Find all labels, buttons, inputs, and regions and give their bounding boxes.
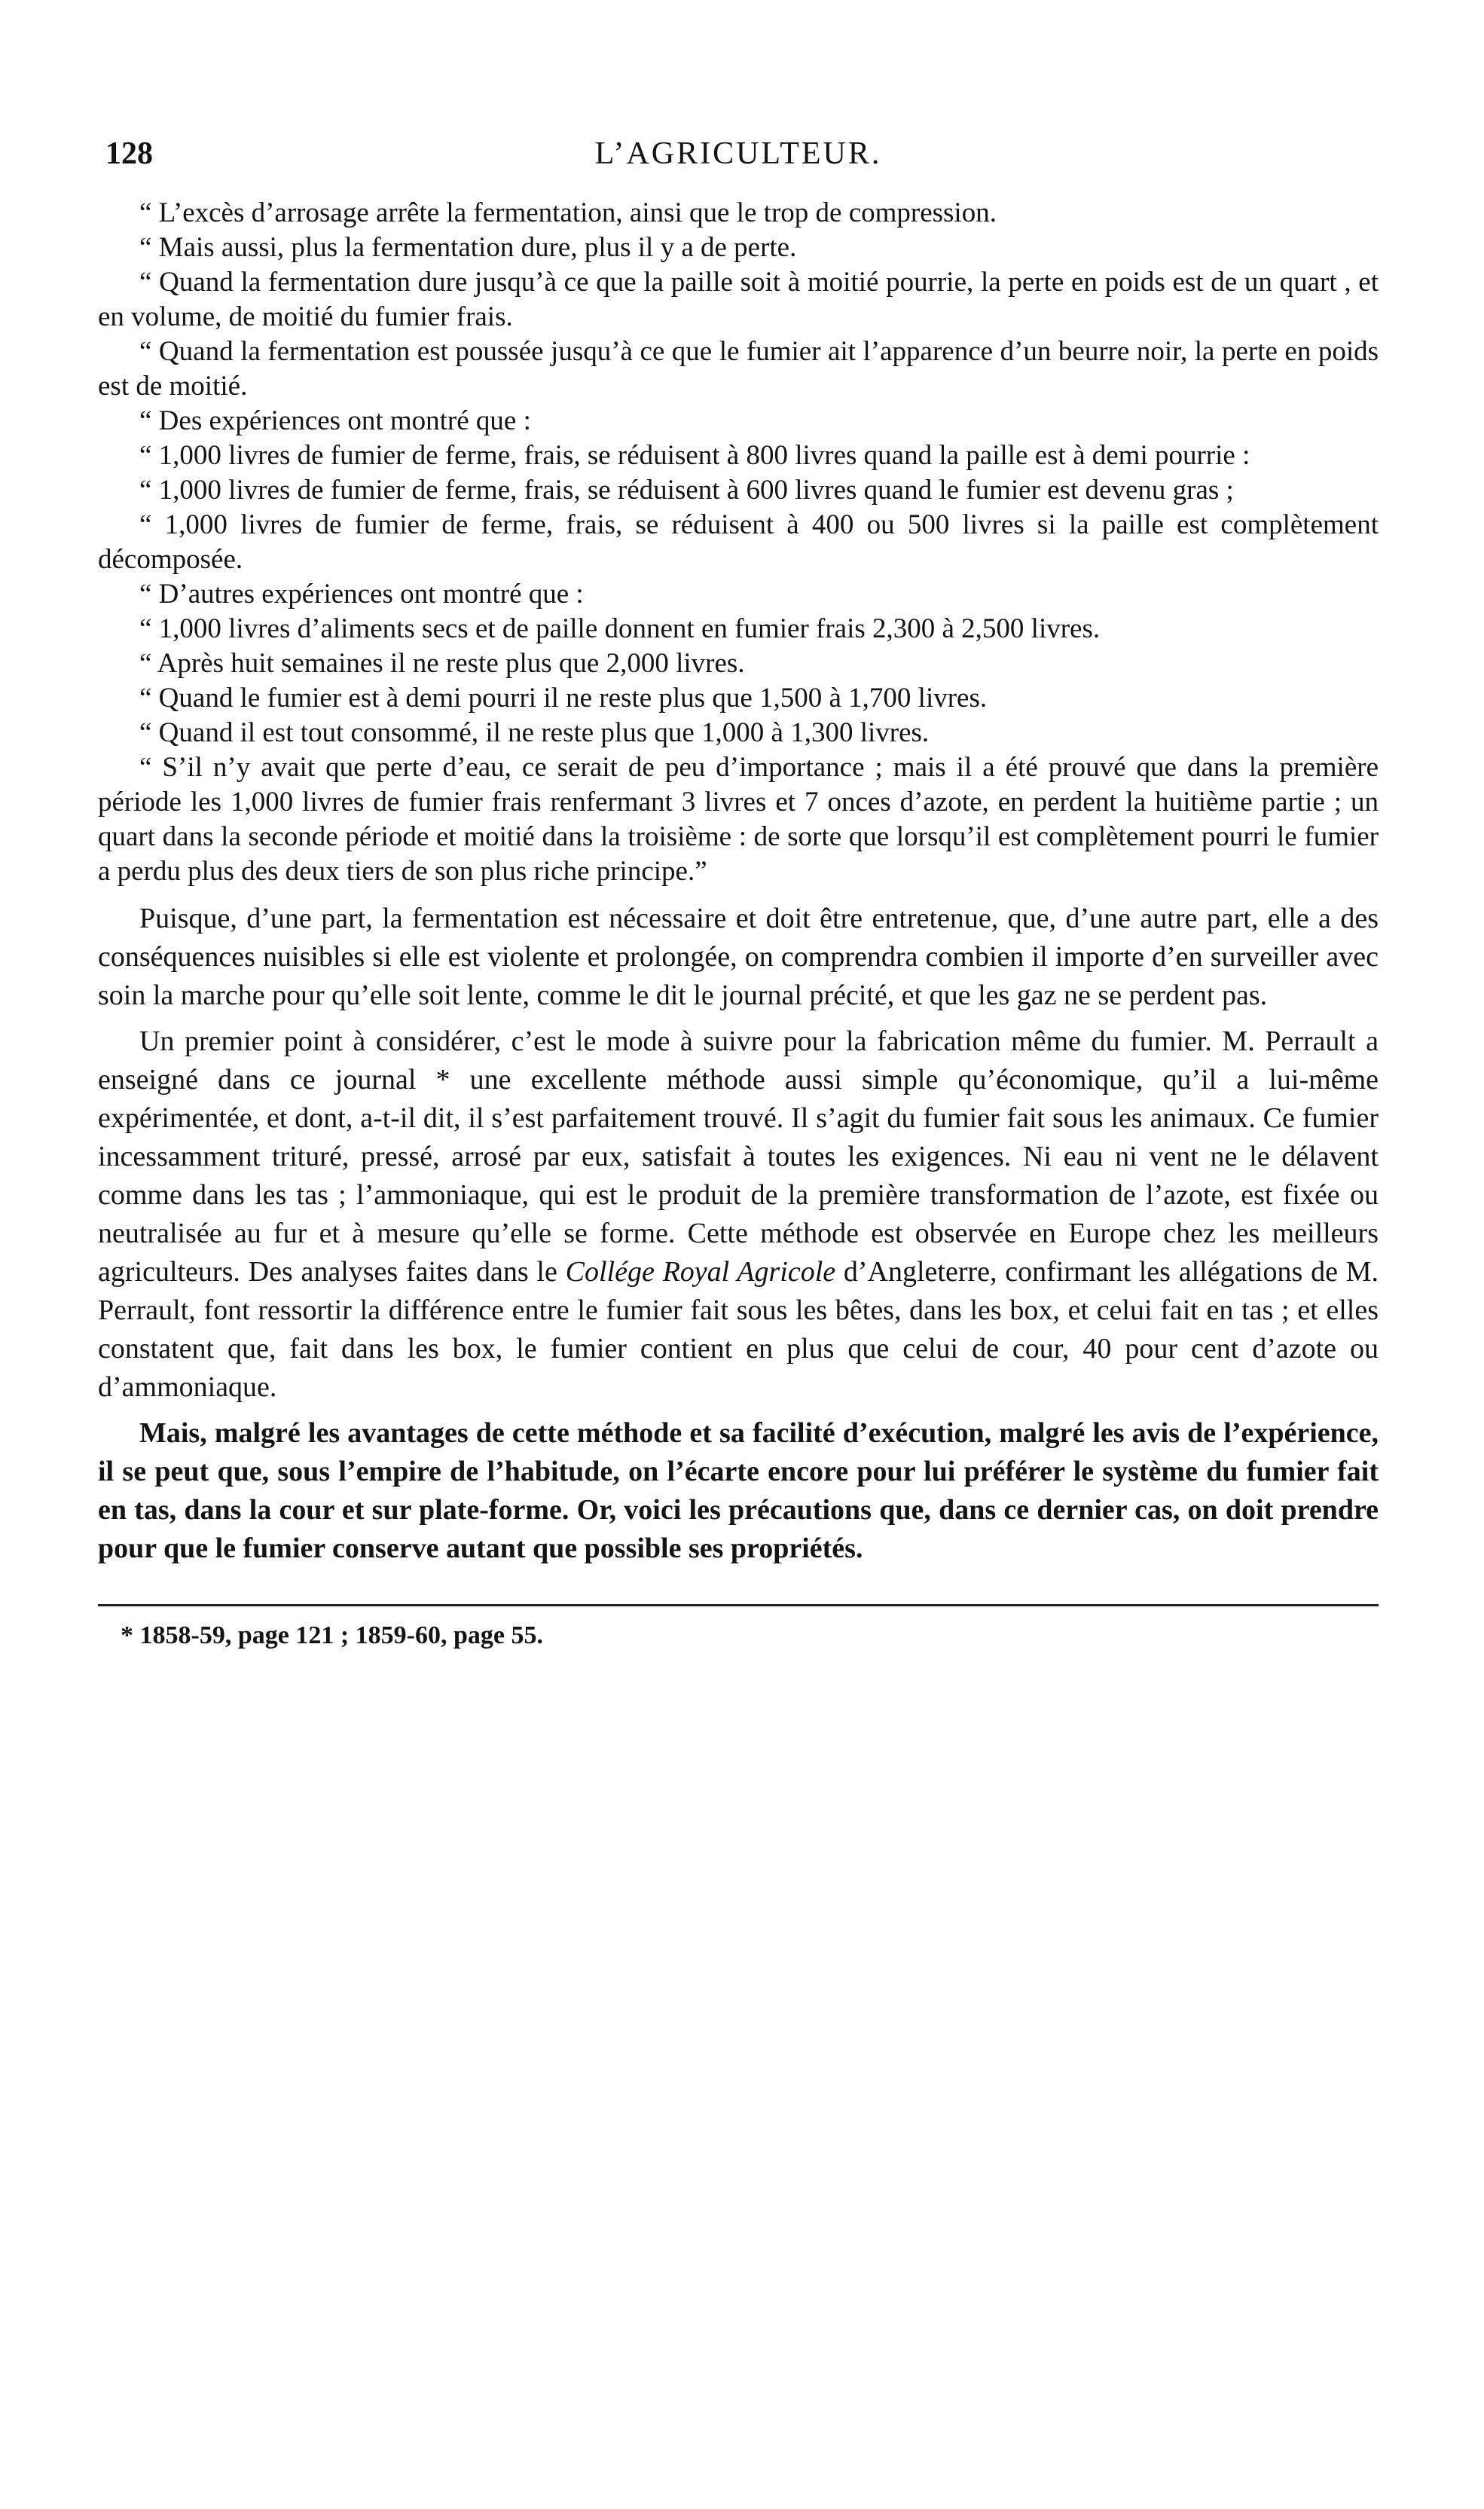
paragraph-text: Un premier point à considérer, c’est le mode à suivre pour la fabrication même du fumier. M. Perrault a enseigné dans ce journal * une excellente méthode aussi simple qu’économique, qu’il a lui-même expérimentée, et dont, a-t-il dit, il s’est parfaitement trouvé. Il s’agit du fumier fait sous les animaux. Ce fumier incessamment trituré, pressé, arrosé par eux, satisfait à toutes les exigences. Ni eau ni vent ne le délavent comme dans les tas ; l’ammoniaque, qui est le produit de la première transformation de l’azote, est fixée ou neutralisée au fur et à mesure qu’elle se forme. Cette méthode est observée en Europe chez les meilleurs agriculteurs. Des analyses faites dans le (98, 1025, 1379, 1288)
quoted-passage (98, 196, 1379, 889)
quote-line: “ Après huit semaines il ne reste plus que 2,000 livres. (139, 648, 745, 679)
paragraph: Puisque, d’une part, la fermentation est nécessaire et doit être entretenue, que, d’une autre part, elle a des conséquences nuisibles si elle est violente et prolongée, on comprendra combien il importe d’en surveiller avec soin la marche pour qu’elle soit lente, comme le dit le journal précité, et que les gaz ne se perdent pas. (98, 903, 1379, 1011)
page-header (98, 136, 1379, 188)
footnote-divider (98, 1604, 1379, 1606)
quote-line: “ 1,000 livres d’aliments secs et de paille donnent en fumier frais 2,300 à 2,500 livres. (139, 613, 1101, 644)
paragraph: Mais, malgré les avantages de cette méthode et sa facilité d’exécution, malgré les avis de l’expérience, il se peut que, sous l’empire de l’habitude, on l’écarte encore pour lui préférer le système du fumier fait en tas, dans la cour et sur plate-forme. Or, voici les précautions que, dans ce dernier cas, on doit prendre pour que le fumier conserve autant que possible ses propriétés. (98, 1417, 1379, 1564)
quote-line: “ S’il n’y avait que perte d’eau, ce serait de peu d’importance ; mais il a été prouvé que dans la première période les 1,000 livres de fumier frais renfermant 3 livres et 7 onces d’azote, en perdent la huitième partie ; un quart dans la seconde période et moitié dans la troisième : de sorte que lorsqu’il est complètement pourri le fumier a perdu plus des deux tiers de son plus riche principe.” (98, 752, 1379, 887)
paragraph (98, 1022, 1379, 1407)
quote-line: “ Des expériences ont montré que : (139, 405, 531, 436)
paragraph-text: d’Angleterre, confirmant les allégations de M. Perrault, font ressortir la différence entre le fumier fait sous les bêtes, dans les box, et celui fait en tas ; et elles constatent que, fait dans les box, le fumier contient en plus que celui de cour, 40 pour cent d’azote ou d’ammoniaque. (98, 1256, 1379, 1403)
quote-line: “ Quand il est tout consommé, il ne reste plus que 1,000 à 1,300 livres. (139, 717, 930, 748)
quote-line: “ Quand la fermentation est poussée jusqu’à ce que le fumier ait l’apparence d’un beurre noir, la perte en poids est de moitié. (98, 336, 1379, 402)
running-head: L’AGRICULTEUR. (594, 136, 882, 171)
quote-line: “ Quand le fumier est à demi pourri il ne reste plus que 1,500 à 1,700 livres. (139, 683, 988, 714)
document-page (98, 136, 1379, 1650)
footnote: * 1858-59, page 121 ; 1859-60, page 55. (121, 1621, 543, 1649)
quote-line: “ D’autres expériences ont montré que : (139, 579, 584, 610)
page-number: 128 (105, 136, 153, 171)
quote-line: “ Quand la fermentation dure jusqu’à ce que la paille soit à moitié pourrie, la perte en poids est de un quart , et en volume, de moitié du fumier frais. (98, 267, 1379, 332)
quote-line: “ L’excès d’arrosage arrête la fermentation, ainsi que le trop de compression. (139, 197, 997, 228)
body-text (98, 900, 1379, 1568)
quote-line: “ Mais aussi, plus la fermentation dure, plus il y a de perte. (139, 232, 797, 263)
college-name: Collége Royal Agricole (565, 1256, 836, 1288)
quote-line: “ 1,000 livres de fumier de ferme, frais, se réduisent à 600 livres quand le fumier est devenu gras ; (139, 475, 1234, 506)
quote-line: “ 1,000 livres de fumier de ferme, frais, se réduisent à 400 ou 500 livres si la paille est complètement décomposée. (98, 509, 1379, 575)
quote-line: “ 1,000 livres de fumier de ferme, frais, se réduisent à 800 livres quand la paille est à demi pourrie : (139, 440, 1250, 471)
